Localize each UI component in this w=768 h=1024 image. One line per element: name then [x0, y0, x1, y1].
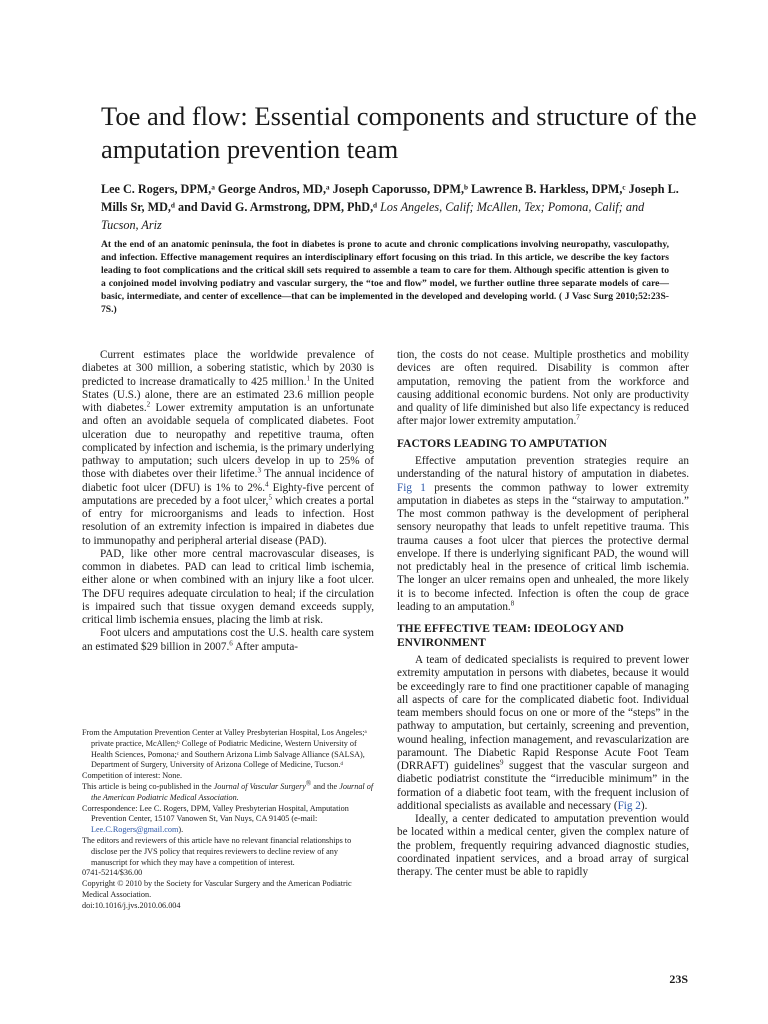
- body-paragraph: Effective amputation prevention strategies require an understanding of the natural history of amputation in diabetes. Fig 1 presents the common pathway to lower extremity amputation in diabetes as steps in the “stairway to amputation.” The most common pathway is the development of peripheral sensory neuropathy that leads to unfelt repetitive trauma. This trauma causes a foot ulcer that pierces the protective dermal envelope. If there is underlying significant PAD, the wound will not predictably heal in the presence of critical limb ischemia. The longer an ulcer remains open and unhealed, the more likely it is to become infected. Infection is often the coup de grace leading to an amputation.$^8$: [397, 455, 689, 613]
- figure-2-link[interactable]: Fig 2: [617, 799, 641, 812]
- right-column: [397, 349, 689, 879]
- body-paragraph: Ideally, a center dedicated to amputation prevention would be located within a medical center, given the complex nature of the problem, frequently requiring advanced diagnostic studies, coordinated inpatient services, and a broad array of surgical therapy. The center must be able to rapidly: [397, 813, 689, 878]
- reference-mark: 4: [265, 479, 269, 488]
- reference-mark: 6: [229, 638, 233, 647]
- reference-mark: 1: [306, 373, 311, 382]
- article-title: Toe and flow: Essential components and structure of the amputation prevention team: [101, 101, 697, 164]
- author-affiliation: Los Angeles, Calif; McAllen, Tex; Pomona, Calif; and Tucson, Ariz: [101, 200, 645, 232]
- reference-mark: 3: [257, 466, 261, 475]
- affiliation-note: From the Amputation Prevention Center at Valley Presbyterian Hospital, Los Angeles;ᵃ private practice, McAllen;ᵇ College of Podiatric Medicine, Western University of Health Sciences, Pomona;ᶜ and Southern Arizona Limb Salvage Alliance (SALSA), Department of Surgery, University of Arizona College of Medicine, Tucson.ᵈ: [82, 728, 367, 770]
- correspondence-note: Correspondence: Lee C. Rogers, DPM, Valley Presbyterian Hospital, Amputation Prevention Center, 15107 Vanowen St, Van Nuys, CA 91405 (e-mail: Lee.C.Rogers@gmail.com).: [82, 803, 349, 835]
- section-heading: THE EFFECTIVE TEAM: IDEOLOGY AND ENVIRONMENT: [397, 623, 624, 649]
- email-link[interactable]: Lee.C.Rogers@gmail.com: [91, 825, 179, 835]
- page-number: 23S: [669, 972, 688, 986]
- author-list: [101, 180, 681, 234]
- copublication-note: This article is being co-published in the Journal of Vascular Surgery® and the Journal of the American Podiatric Medical Association.: [82, 779, 374, 802]
- body-paragraph: Current estimates place the worldwide prevalence of diabetes at 300 million, a sobering statistic, which by 2030 is predicted to increase dramatically to 425 million.$^1$ In the United States (U.S.) alone, there are an estimated 23.6 million people with diabetes.$^2$ Lower extremity amputation is an unfortunate and often an avoidable sequela of complicated diabetes. Foot ulceration due to neuropathy and repetitive trauma, often complicated by infection and ischemia, is the primary underlying pathway to amputation; such ulcers develop in up to 25% of those with diabetes over their lifetime.$^3$ The annual incidence of diabetic foot ulcer (DFU) is 1% to 2%.$^4$ Eighty-five percent of amputations are preceded by a foot ulcer,$^5$ which creates a portal of entry for microorganisms and leads to infection. Host resolution of an extremity infection is impaired in diabetes due to immunopathy and peripheral arterial disease (PAD).: [82, 349, 375, 547]
- reference-mark: 8: [510, 599, 515, 608]
- left-column: [82, 349, 374, 654]
- author-names: Lee C. Rogers, DPM,ᵃ George Andros, MD,ᵃ Joseph Caporusso, DPM,ᵇ Lawrence B. Harkless, DPM,ᶜ Joseph L. Mills Sr, MD,ᵈ and David G. Armstrong, DPM, PhD,ᵈ: [101, 182, 679, 214]
- body-paragraph: Foot ulcers and amputations cost the U.S. health care system an estimated $29 billion in 2007.$^6$ After amputa-: [82, 627, 374, 653]
- issn: 0741-5214/$36.00: [82, 868, 143, 878]
- section-heading: FACTORS LEADING TO AMPUTATION: [397, 437, 607, 450]
- doi: doi:10.1016/j.jvs.2010.06.004: [82, 900, 181, 910]
- reference-mark: 5: [268, 493, 272, 502]
- copyright: Copyright © 2010 by the Society for Vascular Surgery and the American Podiatric Medical Association.: [82, 879, 352, 899]
- abstract: At the end of an anatomic peninsula, the foot in diabetes is prone to acute and chronic complications involving neuropathy, vasculopathy, and infection. Effective management requires an interdisciplinary effort focusing on this triad. In this article, we describe the key factors leading to foot complications and the critical skill sets required to assemble a team to care for them. Although specific attention is given to a conjoined model involving podiatry and vascular surgery, the “toe and flow” model, we further outline three separate models of care—basic, intermediate, and center of excellence—that can be implemented in the developed and developing world. ( J Vasc Surg 2010;52:23S-7S.): [101, 239, 669, 316]
- editors-note: The editors and reviewers of this article have no relevant financial relationships to disclose per the JVS policy that requires reviewers to decline review of any manuscript for which they may have a competition of interest.: [82, 835, 352, 867]
- body-paragraph: tion, the costs do not cease. Multiple prosthetics and mobility devices are often required. Disability is common after amputation, removing the patient from the workforce and causing additional economic burdens. Not only are productivity and quality of life diminished but also life expectancy is reduced after major lower extremity amputation.$^7$: [397, 349, 689, 428]
- body-paragraph: PAD, like other more central macrovascular diseases, is common in diabetes. PAD can lead to critical limb ischemia, either alone or when combined with an injury like a foot ulcer. The DFU requires adequate circulation to heal; if the circulation is impaired such that tissue oxygen demand exceeds supply, critical limb ischemia ensues, placing the limb at risk.: [82, 547, 374, 626]
- competition-note: Competition of interest: None.: [82, 771, 183, 781]
- reference-mark: 2: [146, 400, 151, 409]
- footnotes: [82, 728, 374, 912]
- reference-mark: 9: [500, 758, 504, 767]
- figure-1-link[interactable]: Fig 1: [397, 481, 426, 494]
- reference-mark: 7: [576, 413, 580, 422]
- body-paragraph: A team of dedicated specialists is required to prevent lower extremity amputation in persons with diabetes, because it would be exceedingly rare to find one practitioner capable of managing all aspects of care for the complicated diabetic foot. Individual team members should focus on one or more of the “steps” in the pathway to amputation, but certainly, screening and prevention, wound healing, infection management, and revascularization are paramount. The Diabetic Rapid Response Acute Foot Team (DRRAFT) guidelines$^9$ suggest that the vascular surgeon and diabetic podiatrist constitute the “irreducible minimum” in the formation of a diabetic foot team, with the frequent inclusion of additional specialists as available and necessary (Fig 2).: [397, 654, 689, 812]
